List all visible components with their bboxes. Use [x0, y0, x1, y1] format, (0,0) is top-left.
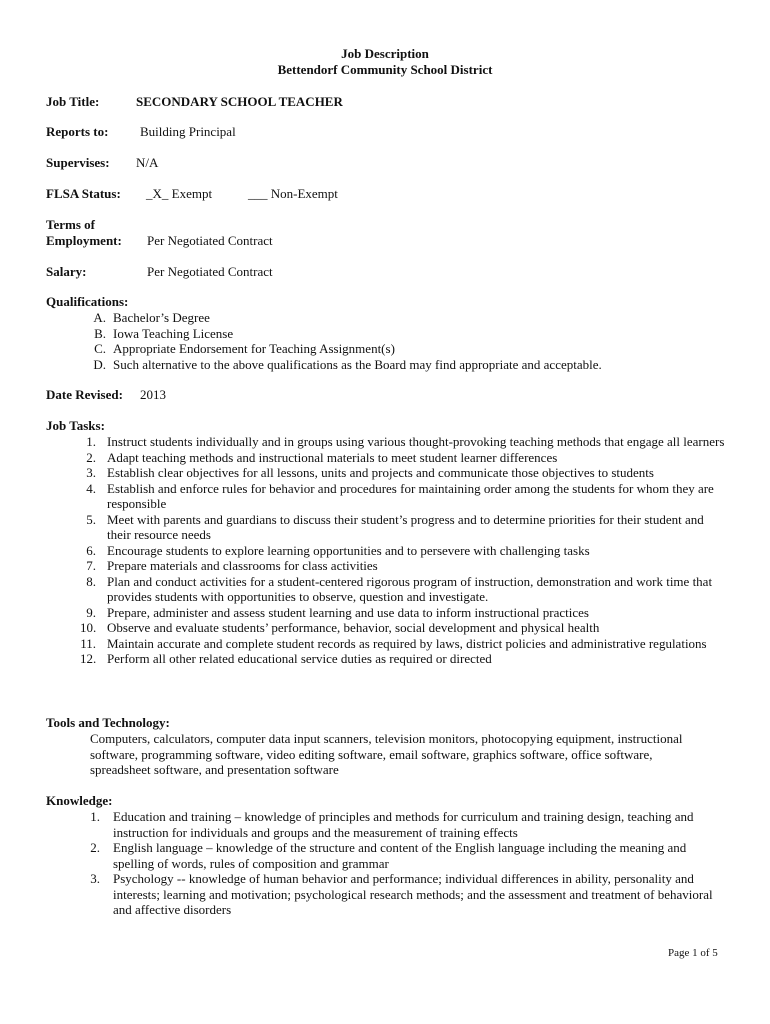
- salary-value: Per Negotiated Contract: [147, 264, 273, 279]
- list-marker: 3.: [90, 871, 100, 886]
- job-title-label: Job Title:: [46, 94, 100, 109]
- list-item-text: Maintain accurate and complete student records as required by laws, district policies and administrative regulations: [107, 635, 707, 651]
- list-marker: 10.: [80, 620, 97, 635]
- list-marker: D.: [93, 356, 106, 372]
- list-marker: 1.: [86, 434, 96, 449]
- knowledge-heading: Knowledge:: [46, 793, 113, 808]
- terms-label-line1: Terms of: [46, 217, 95, 232]
- list-item: [80, 512, 725, 543]
- list-item: [80, 620, 725, 636]
- list-item: [90, 357, 730, 373]
- supervises-label: Supervises:: [46, 155, 110, 170]
- page-number: Page 1 of 5: [668, 947, 718, 959]
- list-item-text: Psychology -- knowledge of human behavior and performance; individual differences in ability, personality and interests; learning and motivation; psychological research methods; and the assessment and treatment of behavioral and affective disorders: [113, 871, 713, 917]
- tools-paragraph: Computers, calculators, computer data input scanners, television monitors, photocopying equipment, instructional software, programming software, video editing software, email software, graphics software, office software, spreadsheet software, and presentation software: [90, 731, 683, 777]
- list-marker: 6.: [86, 542, 96, 558]
- list-item-text: Education and training – knowledge of principles and methods for curriculum and training design, teaching and instruction for individuals and groups and the measurement of training effects: [113, 809, 694, 840]
- list-marker: 3.: [86, 465, 96, 480]
- list-marker: B.: [94, 325, 106, 341]
- reports-to-label: Reports to:: [46, 124, 109, 139]
- document-title: Job Description: [341, 46, 429, 61]
- list-item-text: Plan and conduct activities for a student-centered rigorous program of instruction, demonstration and work time that provides students with opportunities to observe, question and investigate.: [107, 573, 713, 604]
- list-item-text: Establish clear objectives for all lessons, units and projects and communicate those objectives to students: [107, 465, 654, 480]
- salary-label: Salary:: [46, 264, 87, 279]
- list-item: [80, 651, 725, 667]
- list-item: [90, 326, 730, 342]
- list-item: [80, 434, 725, 450]
- list-marker: 2.: [90, 840, 100, 855]
- list-item-text: Prepare materials and classrooms for class activities: [107, 558, 378, 573]
- terms-label-line2: Employment:: [46, 233, 122, 248]
- flsa-status-label: FLSA Status:: [46, 186, 121, 201]
- date-revised-value: 2013: [140, 387, 166, 402]
- qualifications-heading: Qualifications:: [46, 294, 129, 309]
- list-item: [90, 310, 730, 326]
- reports-to-value: Building Principal: [140, 124, 236, 139]
- list-item: [80, 543, 725, 559]
- list-marker: A.: [93, 310, 106, 325]
- list-marker: 4.: [86, 480, 96, 496]
- list-item: [80, 574, 725, 605]
- list-marker: 9.: [86, 604, 96, 620]
- list-item-text: Adapt teaching methods and instructional materials to meet student learner differences: [107, 449, 558, 465]
- list-marker: 2.: [86, 449, 96, 465]
- list-item: [80, 450, 725, 466]
- list-marker: 11.: [80, 635, 96, 651]
- knowledge-list: [88, 809, 723, 918]
- flsa-nonexempt-option: ___ Non-Exempt: [248, 186, 338, 201]
- list-marker: 5.: [86, 511, 96, 527]
- job-tasks-heading: Job Tasks:: [46, 418, 105, 433]
- list-item: [80, 558, 725, 574]
- list-item: [88, 809, 723, 840]
- job-tasks-list: [80, 434, 725, 667]
- list-item-text: Perform all other related educational service duties as required or directed: [107, 651, 492, 666]
- district-name: Bettendorf Community School District: [277, 62, 493, 77]
- tools-heading: Tools and Technology:: [46, 715, 170, 730]
- date-revised-label: Date Revised:: [46, 387, 123, 402]
- list-item-text: Bachelor’s Degree: [113, 310, 210, 325]
- list-item: [80, 636, 725, 652]
- list-marker: C.: [94, 341, 106, 356]
- list-item: [88, 840, 723, 871]
- list-item-text: Appropriate Endorsement for Teaching Assignment(s): [113, 341, 395, 356]
- supervises-value: N/A: [136, 155, 159, 170]
- list-item-text: Such alternative to the above qualifications as the Board may find appropriate and acceptable.: [113, 356, 602, 372]
- list-marker: 12.: [80, 651, 97, 666]
- list-item-text: Establish and enforce rules for behavior and procedures for maintaining order among the students for whom they are responsible: [107, 480, 714, 511]
- list-item-text: Observe and evaluate students’ performance, behavior, social development and physical health: [107, 620, 600, 635]
- list-item-text: Prepare, administer and assess student learning and use data to inform instructional practices: [107, 604, 589, 620]
- list-item-text: Instruct students individually and in groups using various thought-provoking teaching methods that engage all learners: [107, 434, 725, 449]
- terms-value: Per Negotiated Contract: [147, 233, 273, 248]
- list-marker: 1.: [90, 809, 100, 824]
- list-item-text: Iowa Teaching License: [113, 325, 234, 341]
- list-item: [90, 341, 730, 357]
- list-marker: 8.: [86, 573, 96, 589]
- list-item-text: Encourage students to explore learning opportunities and to persevere with challenging tasks: [107, 542, 590, 558]
- job-title-value: SECONDARY SCHOOL TEACHER: [136, 94, 343, 109]
- list-item-text: Meet with parents and guardians to discuss their student’s progress and to determine priorities for their student and their resource needs: [107, 511, 704, 542]
- list-item: [88, 871, 723, 918]
- flsa-exempt-option: _X_ Exempt: [146, 186, 213, 201]
- list-item: [80, 465, 725, 481]
- list-marker: 7.: [86, 558, 96, 573]
- list-item: [80, 481, 725, 512]
- list-item-text: English language – knowledge of the structure and content of the English language including the meaning and spelling of words, rules of composition and grammar: [113, 840, 687, 871]
- list-item: [80, 605, 725, 621]
- qualifications-list: [90, 310, 730, 372]
